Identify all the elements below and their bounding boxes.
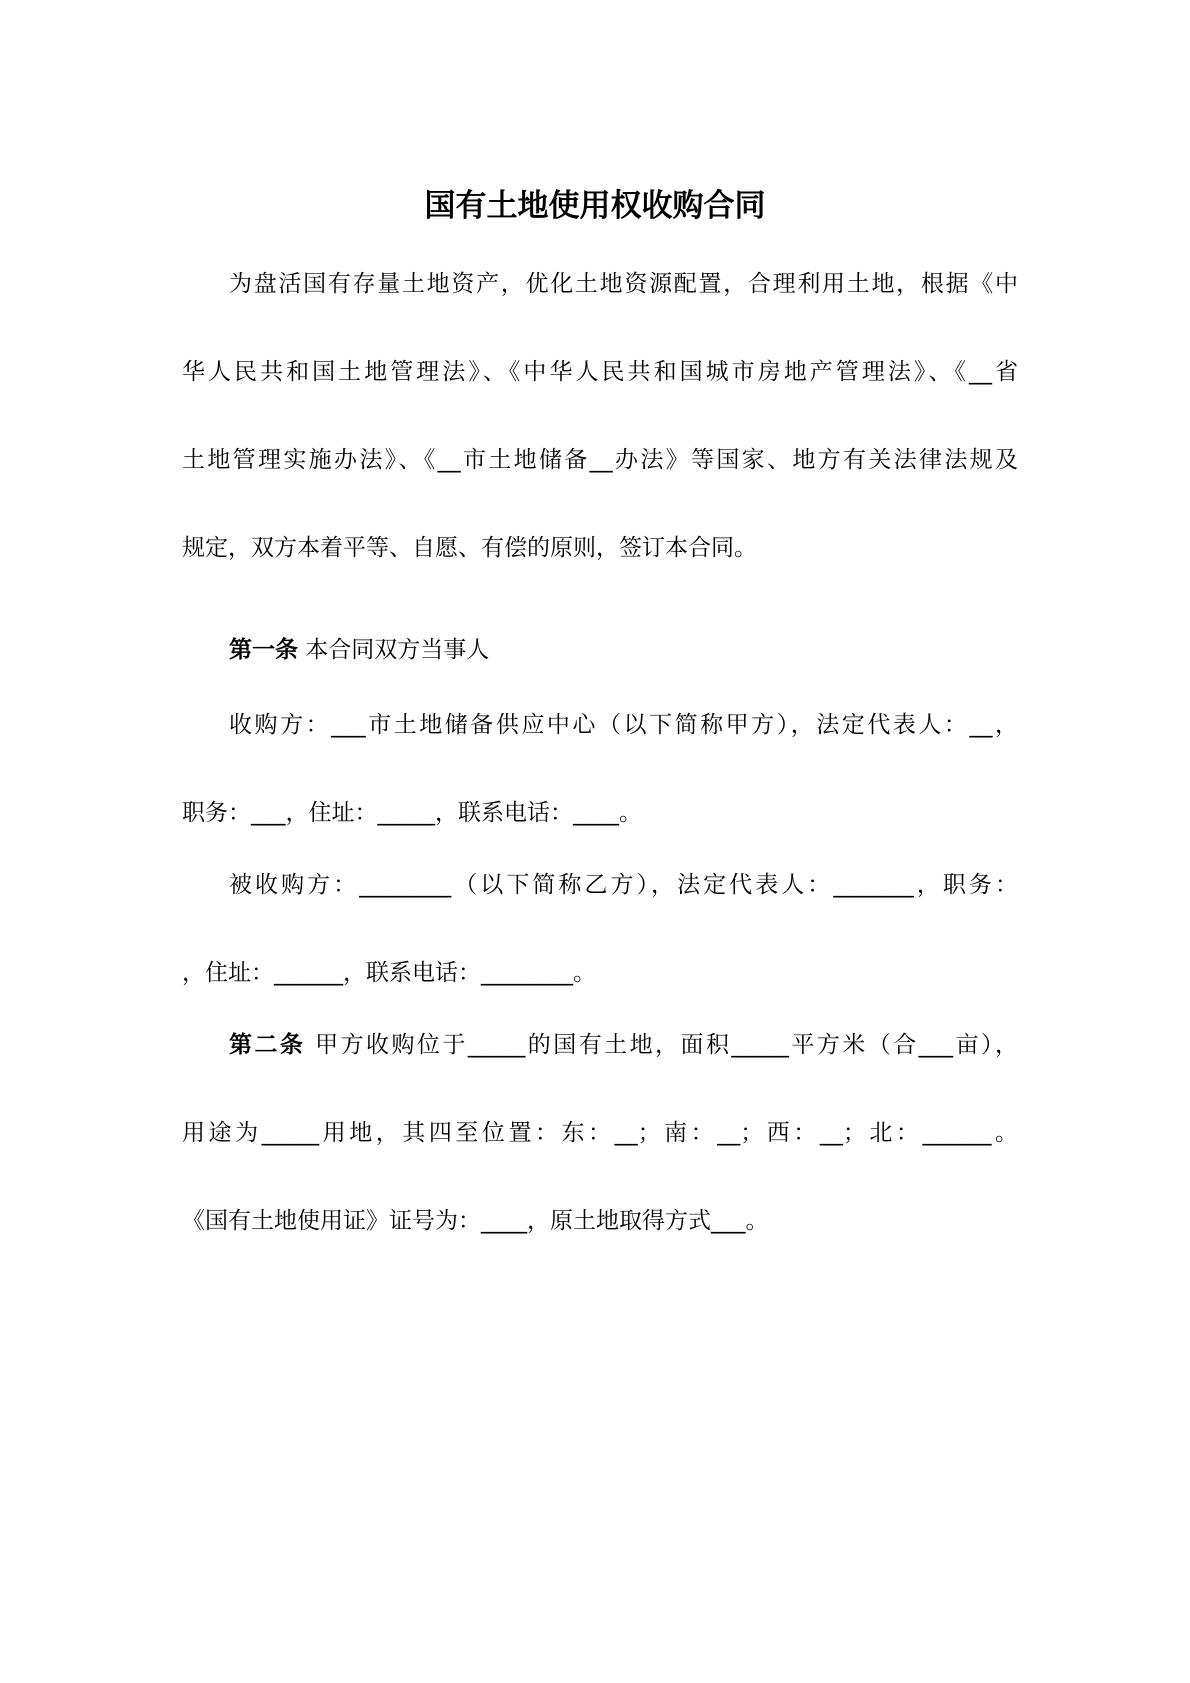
seller-line-1: 被收购方：________（以下简称乙方），法定代表人：_______，职务： <box>229 872 1018 898</box>
buyer-line-1: 收购方：___市土地储备供应中心（以下简称甲方），法定代表人：__， <box>229 712 1018 738</box>
article-2-label: 第二条 <box>229 1032 306 1058</box>
preamble-line-1: 为盘活国有存量土地资产，优化土地资源配置，合理利用土地，根据《中 <box>229 271 1018 297</box>
preamble-line-2: 华人民共和国土地管理法》、《中华人民共和国城市房地产管理法》、《__省 <box>182 359 1018 385</box>
buyer-line-2: 职务：___，住址：_____，联系电话：____。 <box>182 800 642 826</box>
article-1-label: 第一条 <box>229 637 298 663</box>
document-title: 国有土地使用权收购合同 <box>424 188 766 224</box>
preamble-line-4: 规定，双方本着平等、自愿、有偿的原则，签订本合同。 <box>182 535 757 561</box>
article-1-heading <box>229 634 1018 666</box>
article-2-line-2: 用途为_____用地，其四至位置：东：__；南：__；西：__；北：______。 <box>182 1120 1019 1146</box>
seller-line-2: ，住址：______，联系电话：________。 <box>182 960 596 986</box>
article-2-line-3: 《国有土地使用证》证号为：____，原土地取得方式___。 <box>182 1208 769 1234</box>
article-2-text-1: 甲方收购位于_____的国有土地，面积_____平方米（合___亩）， <box>305 1032 1018 1058</box>
preamble-line-3: 土地管理实施办法》、《__市土地储备__办法》等国家、地方有关法律法规及 <box>182 447 1018 473</box>
article-2-line-1 <box>229 1029 1018 1061</box>
article-1-heading-text: 本合同双方当事人 <box>298 637 490 663</box>
